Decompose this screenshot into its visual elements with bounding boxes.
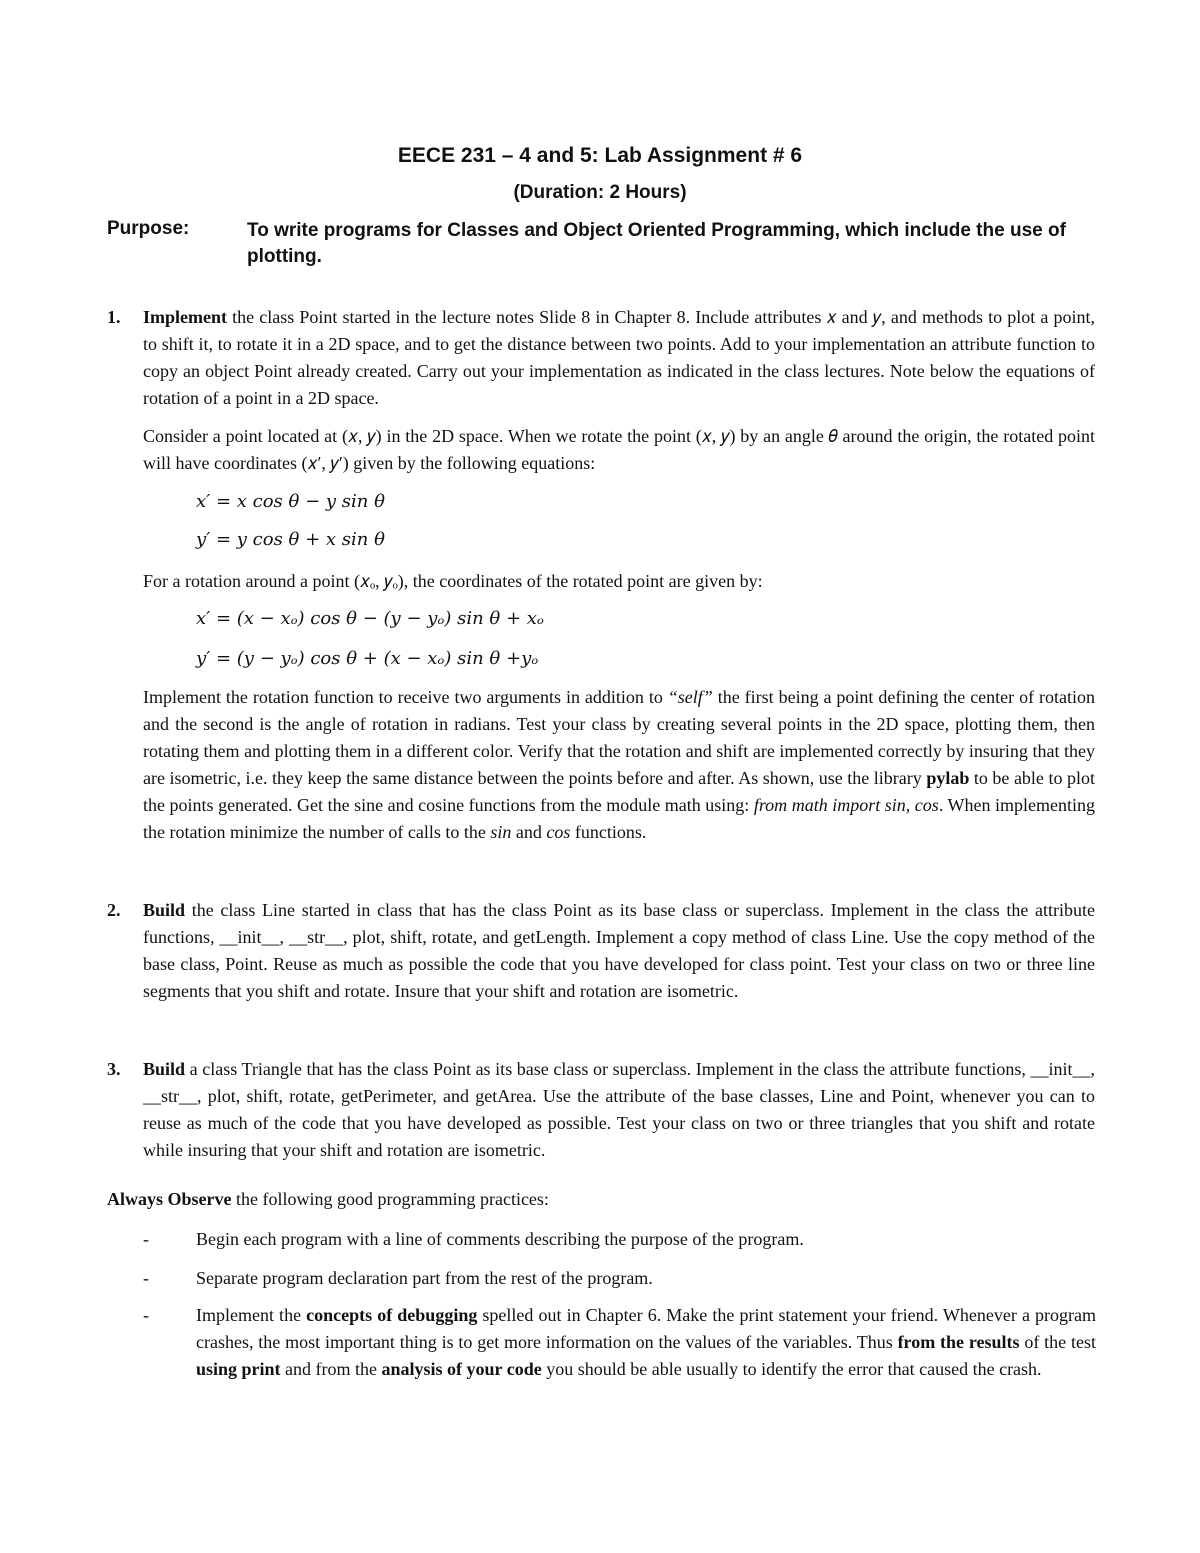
practices-keyword: Always Observe xyxy=(107,1189,232,1209)
question-1-body: the class Point started in the lecture notes Slide 8 in Chapter 8. Include attributes 𝑥 and 𝑦, and methods to plot a point, to shift it, to rotate it in a 2D space, and to get the distance between two points. Add to your implementation an attribute function to copy an object Point already created. Carry out your implementation as indicated in the class lectures. Note below the equations of rotation of a point in a 2D space. xyxy=(143,307,1095,408)
practice-item-1: Begin each program with a line of comments describing the purpose of the program. xyxy=(196,1229,804,1249)
impl-pylab: pylab xyxy=(926,768,970,788)
item3-debugging: concepts of debugging xyxy=(306,1305,478,1325)
question-3-body: a class Triangle that has the class Point as its base class or superclass. Implement in the class the attribute functions, __init__, __str__, plot, shift, rotate, getPerimeter, and getArea. Use the attribute of the base classes, Line and Point, whenever you can to reuse as much of the code that you have developed as possible. Test your class on two or three triangles that you shift and rotate while insuring that your shift and rotation are isometric. xyxy=(143,1059,1095,1160)
item3-text-i: you should be able usually to identify the error that caused the crash. xyxy=(541,1359,1042,1379)
item3-text-a: Implement the xyxy=(196,1305,307,1325)
question-2-number: 2. xyxy=(107,900,121,920)
question-2-keyword: Build xyxy=(143,900,186,920)
item3-text-e: of the test xyxy=(1019,1332,1096,1352)
impl-text-b: the first being a point defining the center of rotation and the second is the angle of rotation in radians. Test your class by creating several points in the 2D space, plotting them, then rotating them and plotting them in a different color. Verify that the rotation and shift are implemented correctly by insuring that they are isometric, i.e. they keep the same distance between the points before and after. As shown, use the library xyxy=(143,687,1095,788)
equation-y-prime-point: y′ = (y − yₒ) cos θ + (x − xₒ) sin θ +yₒ xyxy=(196,648,539,669)
question-3-text xyxy=(143,1056,1095,1164)
bullet-dash-1: - xyxy=(143,1229,149,1249)
page-title: EECE 231 – 4 and 5: Lab Assignment # 6 xyxy=(397,144,803,167)
item3-text-g: and from the xyxy=(280,1359,382,1379)
practices-intro xyxy=(107,1186,1059,1213)
impl-self: “self” xyxy=(667,687,713,707)
equation-x-prime-point: x′ = (x − xₒ) cos θ − (y − yₒ) sin θ + xₒ xyxy=(196,608,544,629)
impl-sin: sin xyxy=(490,822,512,842)
question-1-keyword: Implement xyxy=(143,307,227,327)
purpose-label: Purpose: xyxy=(107,218,190,239)
practices-intro-text: the following good programming practices: xyxy=(231,1189,549,1209)
impl-import: from math import sin, cos xyxy=(753,795,939,815)
rotation-implementation-text xyxy=(143,684,1095,846)
item3-analysis: analysis of your code xyxy=(381,1359,542,1379)
impl-text-f: functions. xyxy=(570,822,647,842)
rotation-point-text: For a rotation around a point (𝑥ₒ, 𝑦ₒ), the coordinates of the rotated point are given by: xyxy=(143,571,763,591)
duration-subtitle: (Duration: 2 Hours) xyxy=(513,182,687,203)
bullet-dash-3: - xyxy=(143,1305,149,1325)
item3-results: from the results xyxy=(897,1332,1020,1352)
item3-print: using print xyxy=(196,1359,281,1379)
practice-item-3 xyxy=(196,1302,1096,1383)
item3-text-c: spelled out in Chapter 6. Make the print statement your friend. Whenever a program crashes, the most important thing is to get more information on the values of the variables. Thus xyxy=(196,1305,1096,1352)
practice-item-2: Separate program declaration part from the rest of the program. xyxy=(196,1268,653,1288)
question-1-number: 1. xyxy=(107,307,121,327)
purpose-text: To write programs for Classes and Object Oriented Programming, which include the use of plotting. xyxy=(247,220,1066,267)
rotation-origin-text: Consider a point located at (𝑥, 𝑦) in the 2D space. When we rotate the point (𝑥, 𝑦) by an angle 𝜃 around the origin, the rotated point will have coordinates (𝑥′, 𝑦′) given by the following equations: xyxy=(143,426,1095,473)
equation-x-prime-origin: x′ = x cos θ − y sin θ xyxy=(196,491,385,512)
impl-text-d: . When implementing the rotation minimize the number of calls to the xyxy=(143,795,1096,842)
impl-cos: cos xyxy=(546,822,571,842)
equation-y-prime-origin: y′ = y cos θ + x sin θ xyxy=(196,529,385,550)
impl-text-a: Implement the rotation function to receive two arguments in addition to xyxy=(143,687,668,707)
question-1-text xyxy=(143,304,1095,412)
question-2-text xyxy=(143,897,1095,1005)
bullet-dash-2: - xyxy=(143,1268,149,1288)
question-2-body: the class Line started in class that has the class Point as its base class or superclass. Implement in the class the attribute functions, __init__, __str__, plot, shift, rotate, and getLength. Implement a copy method of class Line. Use the copy method of the base class, Point. Reuse as much as possible the code that you have developed for class point. Test your class on two or three line segments that you shift and rotate. Insure that your shift and rotation are isometric. xyxy=(143,900,1095,1001)
question-3-keyword: Build xyxy=(143,1059,186,1079)
impl-text-c: to be able to plot the points generated. Get the sine and cosine functions from the module math using: xyxy=(143,768,1095,815)
impl-text-e: and xyxy=(511,822,547,842)
question-3-number: 3. xyxy=(107,1059,121,1079)
